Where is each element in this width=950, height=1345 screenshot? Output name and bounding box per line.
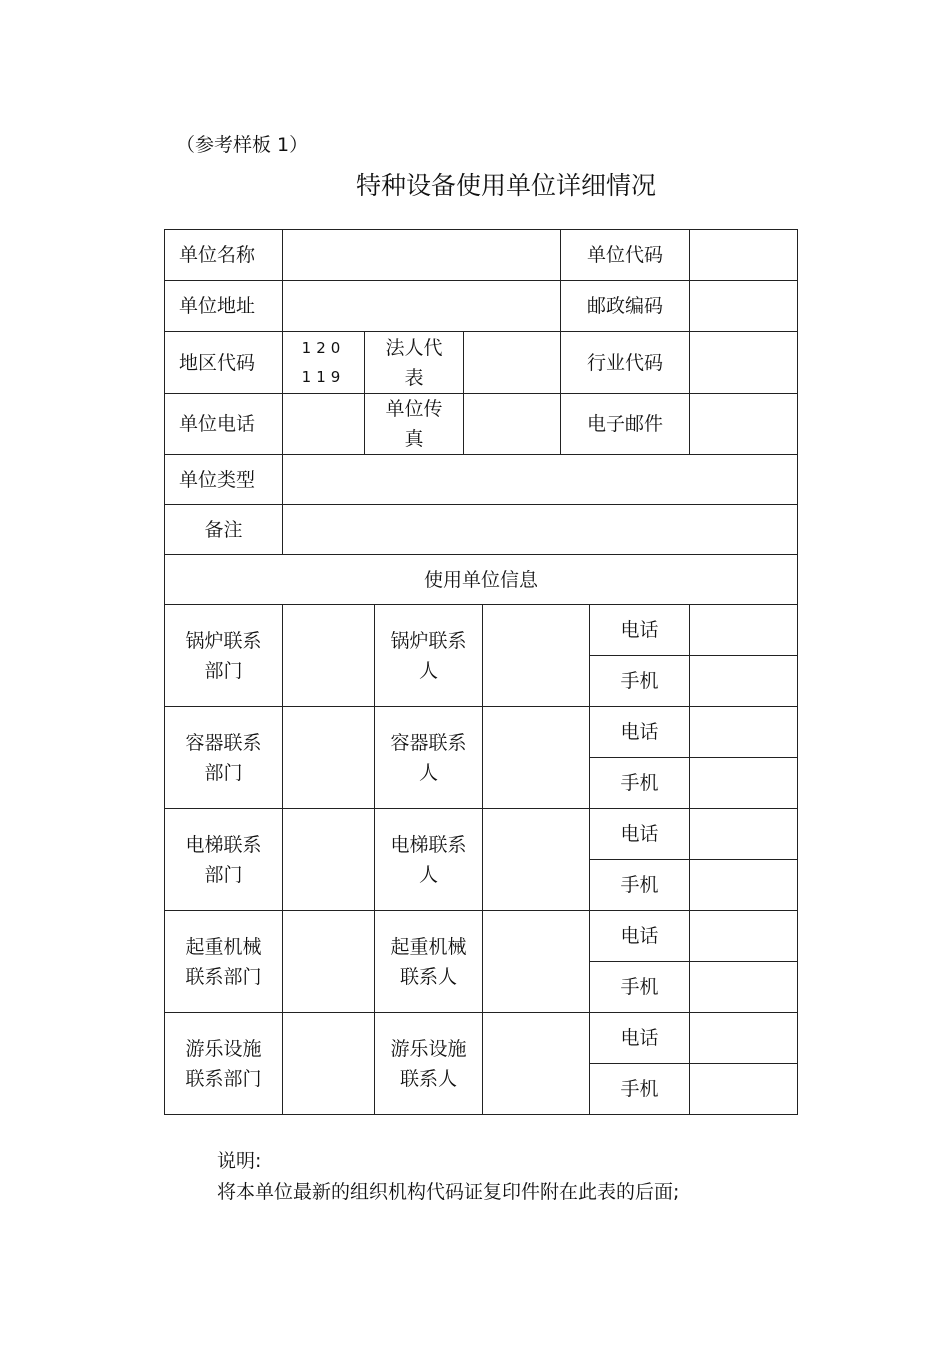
legal-rep-label: [365, 332, 464, 394]
contact-person-value[interactable]: [483, 1013, 590, 1115]
remarks-value[interactable]: [283, 505, 798, 555]
mobile-value[interactable]: [690, 962, 798, 1013]
unit-address-label: 单位地址: [165, 281, 283, 332]
label-line: 游乐设施: [390, 1037, 467, 1060]
label-line: 人: [418, 863, 438, 886]
mobile-value[interactable]: [690, 1064, 798, 1115]
contact-person-value[interactable]: [483, 911, 590, 1013]
contact-person-label: [375, 1013, 483, 1115]
mobile-label: 手机: [590, 860, 690, 911]
label-line: 部门: [204, 659, 243, 682]
unit-name-label: 单位名称: [165, 230, 283, 281]
reference-sample-label: （参考样板 1）: [176, 134, 309, 156]
label-line: 容器联系: [390, 731, 467, 754]
mobile-label: 手机: [590, 758, 690, 809]
unit-type-label: 单位类型: [165, 455, 283, 505]
email-label: 电子邮件: [561, 394, 690, 455]
contact-dept-label: [165, 809, 283, 911]
phone-value[interactable]: [690, 605, 798, 656]
label-line: 联系部门: [185, 965, 262, 988]
remarks-label: 备注: [165, 505, 283, 555]
unit-address-value[interactable]: [283, 281, 561, 332]
table-row: [165, 505, 798, 555]
region-code-value[interactable]: [283, 332, 365, 394]
mobile-label: 手机: [590, 962, 690, 1013]
phone-value[interactable]: [690, 1013, 798, 1064]
contact-row: [165, 605, 798, 656]
table-row: [165, 555, 798, 605]
table-row: [165, 394, 798, 455]
contact-dept-label: [165, 605, 283, 707]
contact-person-label: [375, 605, 483, 707]
contact-dept-value[interactable]: [283, 809, 375, 911]
email-value[interactable]: [690, 394, 798, 455]
contact-dept-value[interactable]: [283, 1013, 375, 1115]
label-line: 起重机械: [390, 935, 467, 958]
unit-code-label: 单位代码: [561, 230, 690, 281]
table-row: [165, 332, 798, 394]
phone-label: 电话: [590, 707, 690, 758]
label-line: 人: [418, 659, 438, 682]
label-line: 联系人: [399, 965, 457, 988]
label-line: 电梯联系: [390, 833, 467, 856]
mobile-value[interactable]: [690, 656, 798, 707]
industry-code-label: 行业代码: [561, 332, 690, 394]
label-line: 联系部门: [185, 1067, 262, 1090]
mobile-label: 手机: [590, 656, 690, 707]
contact-person-label: [375, 911, 483, 1013]
contact-dept-label: [165, 911, 283, 1013]
table-row: [165, 230, 798, 281]
unit-phone-label: 单位电话: [165, 394, 283, 455]
contact-row: [165, 707, 798, 758]
label-line: 部门: [204, 863, 243, 886]
mobile-label: 手机: [590, 1064, 690, 1115]
label-line: 人: [418, 761, 438, 784]
contact-row: [165, 1013, 798, 1064]
contact-dept-value[interactable]: [283, 707, 375, 809]
mobile-value[interactable]: [690, 860, 798, 911]
label-line: 法人代: [385, 336, 443, 359]
note-text: 将本单位最新的组织机构代码证复印件附在此表的后面;: [217, 1181, 680, 1203]
region-code-line: 120: [301, 338, 346, 357]
label-line: 游乐设施: [185, 1037, 262, 1060]
label-line: 表: [404, 366, 424, 389]
contact-person-value[interactable]: [483, 605, 590, 707]
label-line: 电梯联系: [185, 833, 262, 856]
industry-code-value[interactable]: [690, 332, 798, 394]
unit-type-value[interactable]: [283, 455, 798, 505]
unit-phone-value[interactable]: [283, 394, 365, 455]
contact-person-value[interactable]: [483, 809, 590, 911]
legal-rep-value[interactable]: [464, 332, 561, 394]
label-line: 真: [404, 428, 424, 450]
document-title: 特种设备使用单位详细情况: [355, 171, 656, 200]
unit-fax-label: [365, 394, 464, 455]
table-row: [165, 455, 798, 505]
table-row: [165, 281, 798, 332]
phone-label: 电话: [590, 911, 690, 962]
phone-label: 电话: [590, 809, 690, 860]
contact-dept-value[interactable]: [283, 911, 375, 1013]
note-label: 说明:: [217, 1150, 262, 1172]
label-line: 单位传: [385, 398, 443, 420]
phone-label: 电话: [590, 1013, 690, 1064]
label-line: 锅炉联系: [185, 629, 262, 652]
mobile-value[interactable]: [690, 758, 798, 809]
phone-label: 电话: [590, 605, 690, 656]
contact-person-value[interactable]: [483, 707, 590, 809]
unit-code-value[interactable]: [690, 230, 798, 281]
region-code-label: 地区代码: [165, 332, 283, 394]
phone-value[interactable]: [690, 707, 798, 758]
phone-value[interactable]: [690, 911, 798, 962]
contacts-table: [164, 604, 798, 1115]
contact-dept-label: [165, 707, 283, 809]
contact-dept-value[interactable]: [283, 605, 375, 707]
contact-row: [165, 911, 798, 962]
label-line: 部门: [204, 761, 243, 784]
unit-details-table: [164, 229, 798, 605]
unit-name-value[interactable]: [283, 230, 561, 281]
label-line: 联系人: [399, 1067, 457, 1090]
region-code-line: 119: [301, 367, 346, 386]
label-line: 起重机械: [185, 935, 262, 958]
label-line: 锅炉联系: [390, 629, 467, 652]
section-title: 使用单位信息: [165, 555, 798, 605]
postal-code-label: 邮政编码: [561, 281, 690, 332]
contact-row: [165, 809, 798, 860]
contact-person-label: [375, 809, 483, 911]
contact-person-label: [375, 707, 483, 809]
phone-value[interactable]: [690, 809, 798, 860]
label-line: 容器联系: [185, 731, 262, 754]
unit-fax-value[interactable]: [464, 394, 561, 455]
postal-code-value[interactable]: [690, 281, 798, 332]
contact-dept-label: [165, 1013, 283, 1115]
